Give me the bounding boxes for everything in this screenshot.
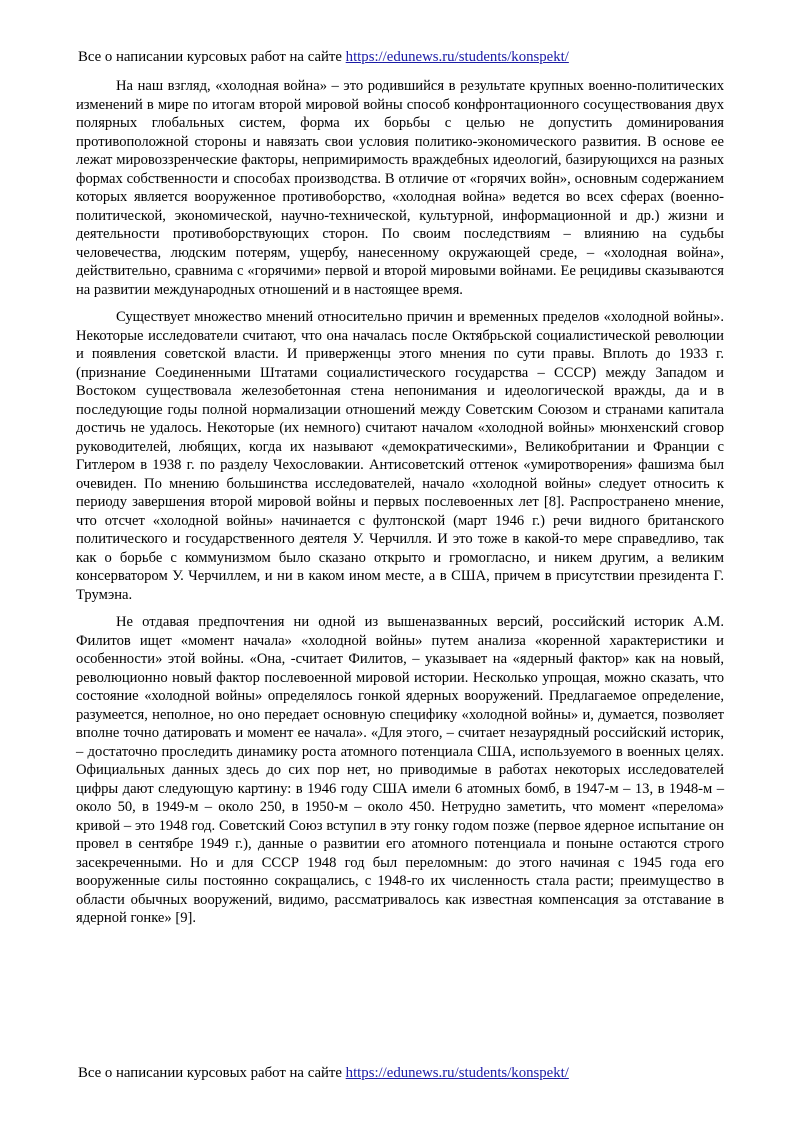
header-link[interactable]: https://edunews.ru/students/konspekt/ [345,49,569,65]
page-footer [78,1064,569,1083]
footer-link[interactable]: https://edunews.ru/students/konspekt/ [345,1065,569,1081]
paragraph-1: На наш взгляд, «холодная война» – это родившийся в результате крупных военно-политических изменений в мире по итогам второй мировой войны способ конфронтационного сосуществования двух полярных глобальных систем, форма их борьбы с целью не допустить доминирования противоположной стороны и навязать свои условия политико-экономического развития. В основе ее лежат мировоззренческие факторы, непримиримость враждебных идеологий, базирующихся на разных формах собственности и способах производства. В отличие от «горячих войн», основным содержанием которых является вооруженное противоборство, «холодная война» ведется во всех сферах (военно-политической, экономической, научно-технической, культурной, информационной и др.) жизни и деятельности противоборствующих сторон. По своим последствиям – влиянию на судьбы человечества, людским потерям, ущербу, нанесенному окружающей среде, – «холодная война», действительно, сравнима с «горячими» первой и второй мировыми войнами. Ее рецидивы сказываются на развитии международных отношений и в настоящее время. [76,78,724,298]
document-body [76,77,724,937]
paragraph-3: Не отдавая предпочтения ни одной из вышеназванных версий, российский историк А.М. Филитов ищет «момент начала» «холодной войны» путем анализа «коренной характеристики и особенности» этой войны. «Она, -считает Филитов, – указывает на «ядерный фактор» как на новый, революционно новый фактор послевоенной мировой истории. Несколько упрощая, можно сказать, что состояние «холодной войны» определялось гонкой ядерных вооружений. Предлагаемое определение, разумеется, неполное, но оно передает основную специфику «холодной войны» и, думается, позволяет вполне точно датировать и момент ее начала». «Для этого, – считает незаурядный российский историк, – достаточно проследить динамику роста атомного потенциала США, используемого в военных целях. Официальных данных здесь до сих пор нет, но приводимые в работах некоторых исследователей цифры дают следующую картину: в 1946 году США имели 6 атомных бомб, в 1947-м – 13, в 1948-м – около 50, в 1949-м – около 250, в 1950-м – около 450. Нетрудно заметить, что момент «перелома» кривой – это 1948 год. Советский Союз вступил в эту гонку годом позже (первое ядерное испытание он провел в сентябре 1949 г.), данные о развитии его атомного потенциала и поныне остаются строго засекреченными. Но и для СССР 1948 год был переломным: до этого начиная с 1945 года его вооруженные силы постоянно сокращались, с 1948-го их численность стала расти; преимущество в области обычных вооружений, видимо, рассматривалось как известная компенсация за отставание в ядерной гонке» [9]. [76,614,724,926]
page-header [78,48,569,67]
header-text: Все о написании курсовых работ на сайте [78,49,342,65]
footer-text: Все о написании курсовых работ на сайте [78,1065,342,1081]
paragraph-2: Существует множество мнений относительно причин и временных пределов «холодной войны». Некоторые исследователи считают, что она началась после Октябрьской социалистической революции и появления советской власти. И приверженцы этого мнения по сути правы. Вплоть до 1933 г. (признание Соединенными Штатами социалистического государства – СССР) между Западом и Востоком существовала железобетонная стена непонимания и идеологической вражды, да и в последующие годы полной нормализации отношений между Советским Союзом и странами капитала достичь не удалось. Некоторые (их немного) считают началом «холодной войны» мюнхенский сговор руководителей, любящих, когда их называют «демократическими», Великобритании и Франции с Гитлером в 1938 г. по разделу Чехословакии. Антисоветский оттенок «умиротворения» фашизма был очевиден. По мнению большинства исследователей, начало «холодной войны» следует относить к периоду завершения второй мировой войны и первых послевоенных лет [8]. Распространено мнение, что отсчет «холодной войны» начинается с фултонской (март 1946 г.) речи видного британского политического и государственного деятеля У. Черчилля. И это тоже в какой-то мере справедливо, так как о борьбе с коммунизмом было сказано открыто и громогласно, и никем другим, а великим консерватором У. Черчиллем, и ни в каком ином месте, а в США, причем в присутствии президента Г. Трумэна. [76,309,724,603]
